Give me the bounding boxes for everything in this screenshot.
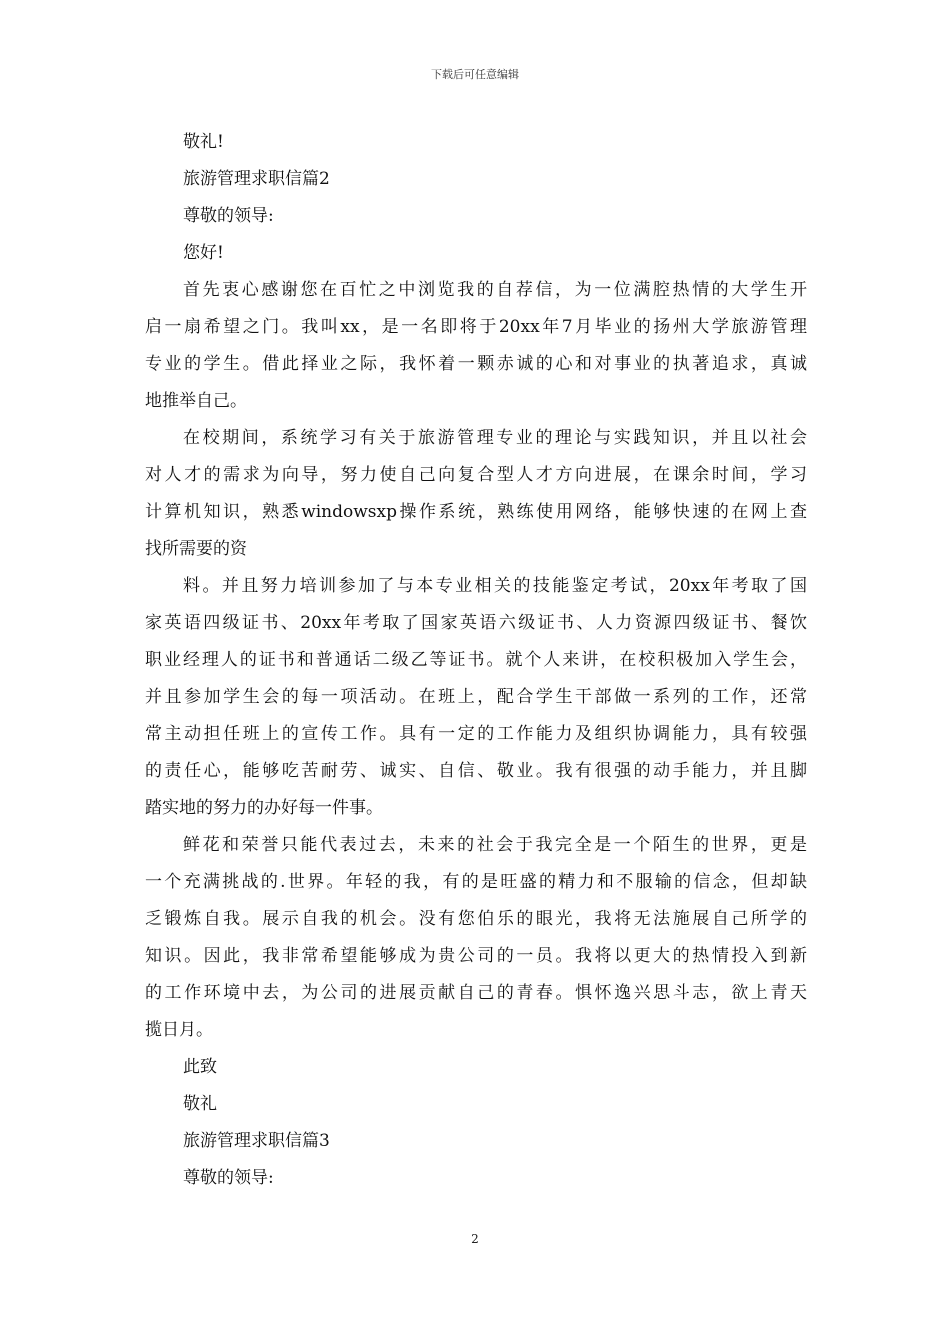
document-body <box>145 124 807 1197</box>
paragraph-line: 揽日月。 <box>145 1020 213 1040</box>
paragraph-study <box>145 420 807 568</box>
paragraph-line: 知识。因此，我非常希望能够成为贵公司的一员。我将以更大的热情投入到新 <box>145 946 807 966</box>
page-number: 2 <box>471 1232 479 1246</box>
paragraph-line: 料。并且努力培训参加了与本专业相关的技能鉴定考试，20xx年考取了国 <box>183 576 807 596</box>
header-note: 下载后可任意编辑 <box>431 68 519 81</box>
section-title: 旅游管理求职信篇3 <box>183 1131 330 1151</box>
paragraph-line: 对人才的需求为向导，努力使自己向复合型人才方向进展，在课余时间，学习 <box>145 465 807 485</box>
paragraph-line: 鲜花和荣誉只能代表过去，未来的社会于我完全是一个陌生的世界，更是 <box>183 835 807 855</box>
paragraph-line: 并且参加学生会的每一项活动。在班上，配合学生干部做一系列的工作，还常 <box>145 687 807 707</box>
paragraph-line: 常主动担任班上的宣传工作。具有一定的工作能力及组织协调能力，具有较强 <box>145 724 807 744</box>
paragraph-intro <box>145 272 807 420</box>
paragraph-aspiration <box>145 827 807 1049</box>
paragraph-line: 乏锻炼自我。展示自我的机会。没有您伯乐的眼光，我将无法施展自己所学的 <box>145 909 807 929</box>
closing-line: 此致 <box>183 1057 217 1077</box>
paragraph-line: 在校期间，系统学习有关于旅游管理专业的理论与实践知识，并且以社会 <box>183 428 807 448</box>
paragraph-line: 启一扇希望之门。我叫xx，是一名即将于20xx年7月毕业的扬州大学旅游管理 <box>145 317 807 337</box>
paragraph-line: 找所需要的资 <box>145 539 247 559</box>
paragraph-line: 家英语四级证书、20xx年考取了国家英语六级证书、人力资源四级证书、餐饮 <box>145 613 807 633</box>
paragraph-line: 地推举自己。 <box>145 391 247 411</box>
paragraph-line: 职业经理人的证书和普通话二级乙等证书。就个人来讲，在校积极加入学生会， <box>145 650 807 670</box>
paragraph-line: 专业的学生。借此择业之际，我怀着一颗赤诚的心和对事业的执著追求，真诚 <box>145 354 807 374</box>
paragraph-line: 踏实地的努力的办好每一件事。 <box>145 798 383 818</box>
greeting: 您好! <box>183 243 224 263</box>
salutation: 尊敬的领导: <box>183 1168 274 1188</box>
closing-line: 敬礼! <box>183 132 224 152</box>
paragraph-line: 计算机知识，熟悉windowsxp操作系统，熟练使用网络，能够快速的在网上查 <box>145 502 807 522</box>
paragraph-line: 的责任心，能够吃苦耐劳、诚实、自信、敬业。我有很强的动手能力，并且脚 <box>145 761 807 781</box>
paragraph-line: 首先衷心感谢您在百忙之中浏览我的自荐信，为一位满腔热情的大学生开 <box>183 280 807 300</box>
closing-line: 敬礼 <box>183 1094 217 1114</box>
salutation: 尊敬的领导: <box>183 206 274 226</box>
paragraph-line: 一个充满挑战的.世界。年轻的我，有的是旺盛的精力和不服输的信念，但却缺 <box>145 872 807 892</box>
paragraph-certificates <box>145 568 807 827</box>
paragraph-line: 的工作环境中去，为公司的进展贡献自己的青春。惧怀逸兴思斗志，欲上青天 <box>145 983 807 1003</box>
section-title: 旅游管理求职信篇2 <box>183 169 330 189</box>
